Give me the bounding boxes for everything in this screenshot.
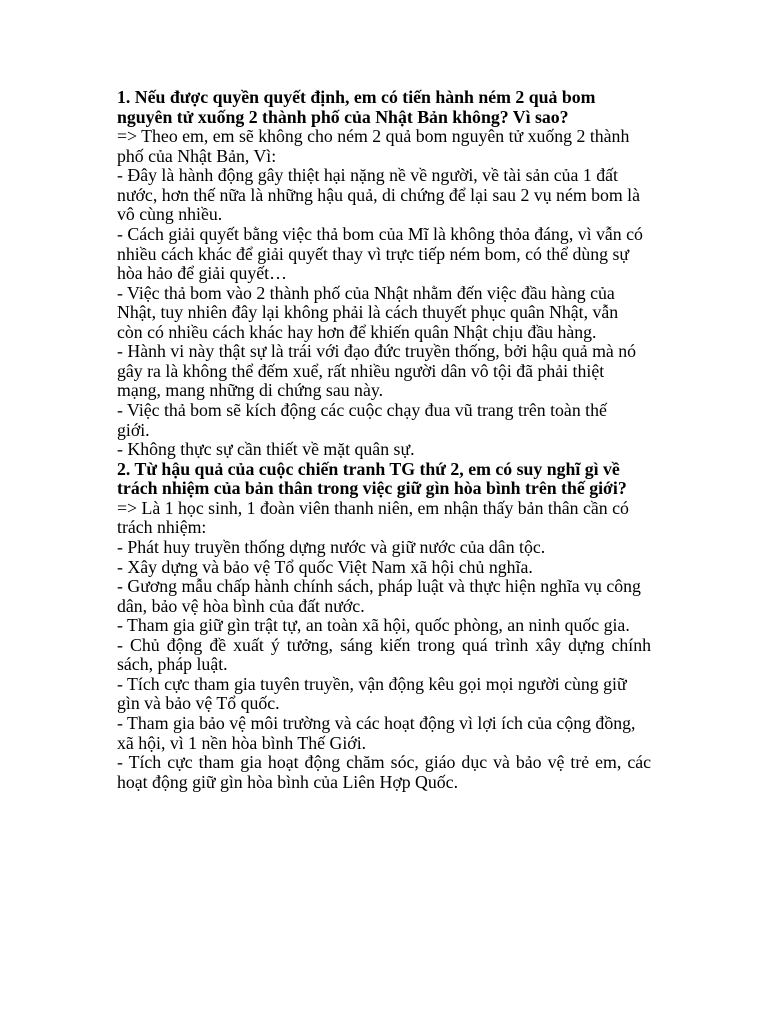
answer-intro-line: => Theo em, em sẽ không cho ném 2 quả bom nguyên tử xuống 2 thành xyxy=(117,126,630,147)
answer-point-line: - Tích cực tham gia hoạt động chăm sóc, giáo dục và bảo vệ trẻ em, các xyxy=(117,752,651,773)
answer-point xyxy=(117,675,651,714)
answer-point xyxy=(117,440,651,460)
answer-intro xyxy=(117,499,651,538)
answer-point-line: - Phát huy truyền thống dựng nước và giữ nước của dân tộc. xyxy=(117,536,546,557)
answer-point-line: - Chủ động đề xuất ý tưởng, sáng kiến trong quá trình xây dựng chính xyxy=(117,634,651,655)
answer-point xyxy=(117,616,651,636)
answer-intro-line: => Là 1 học sinh, 1 đoàn viên thanh niên, em nhận thấy bản thân cần có xyxy=(117,497,629,518)
answer-point-line: xã hội, vì 1 nền hòa bình Thế Giới. xyxy=(117,732,367,753)
answer-point-line: - Việc thả bom sẽ kích động các cuộc chạy đua vũ trang trên toàn thế xyxy=(117,400,607,420)
answer-point-line: - Hành vi này thật sự là trái với đạo đức truyền thống, bởi hậu quả mà nó xyxy=(117,341,637,362)
answer-point-line: - Cách giải quyết bằng việc thả bom của Mĩ là không thỏa đáng, vì vẫn có xyxy=(117,223,643,244)
answer-point xyxy=(117,538,651,558)
answer-point xyxy=(117,753,651,792)
answer-intro-line: trách nhiệm: xyxy=(117,517,207,538)
answer-point xyxy=(117,284,651,343)
question-line: nguyên tử xuống 2 thành phố của Nhật Bản không? Vì sao? xyxy=(117,106,569,127)
answer-point xyxy=(117,558,651,578)
answer-point-line: - Không thực sự cần thiết về mặt quân sự. xyxy=(117,439,415,460)
answer-point xyxy=(117,166,651,225)
answer-point-line: gây ra là không thể đếm xuể, rất nhiều người dân vô tội đã phải thiệt xyxy=(117,360,605,381)
answer-point-line: hòa hảo để giải quyết… xyxy=(117,263,287,284)
answer-point xyxy=(117,714,651,753)
answer-point-line: mạng, mang những di chứng sau này. xyxy=(117,380,384,401)
answer-point xyxy=(117,342,651,401)
answer-intro-line: phố của Nhật Bản, Vì: xyxy=(117,145,277,166)
answer-points xyxy=(117,538,651,792)
answer-intro xyxy=(117,127,651,166)
answer-points xyxy=(117,166,651,459)
answer-point-line: - Tham gia bảo vệ môi trường và các hoạt động vì lợi ích của cộng đồng, xyxy=(117,713,636,733)
answer-point-line: nước, hơn thế nữa là những hậu quả, di chứng để lại sau 2 vụ ném bom là xyxy=(117,184,641,205)
answer-point-line: - Tham gia giữ gìn trật tự, an toàn xã hội, quốc phòng, an ninh quốc gia. xyxy=(117,615,630,636)
document-body xyxy=(117,88,651,792)
answer-point-line: Nhật, tuy nhiên đây lại không phải là cách thuyết phục quân Nhật, vẫn xyxy=(117,302,619,323)
answer-point-line: - Đây là hành động gây thiệt hại nặng nề về người, về tài sản của 1 đất xyxy=(117,165,618,186)
question-heading xyxy=(117,88,651,127)
question-line: trách nhiệm của bản thân trong việc giữ gìn hòa bình trên thế giới? xyxy=(117,478,627,499)
answer-point-line: - Việc thả bom vào 2 thành phố của Nhật nhằm đến việc đầu hàng của xyxy=(117,282,615,303)
answer-point xyxy=(117,401,651,440)
answer-point-line: còn có nhiều cách khác hay hơn để khiến quân Nhật chịu đầu hàng. xyxy=(117,321,597,342)
question-section-1 xyxy=(117,88,651,460)
answer-point-line: gìn và bảo vệ Tổ quốc. xyxy=(117,693,280,714)
answer-point-line: vô cùng nhiều. xyxy=(117,204,223,225)
answer-point-line: dân, bảo vệ hòa bình của đất nước. xyxy=(117,595,365,616)
answer-point-line: - Tích cực tham gia tuyên truyền, vận động kêu gọi mọi người cùng giữ xyxy=(117,673,627,694)
answer-point xyxy=(117,225,651,284)
answer-point xyxy=(117,636,651,675)
answer-point-line: - Gương mẫu chấp hành chính sách, pháp luật và thực hiện nghĩa vụ công xyxy=(117,576,641,597)
question-section-2 xyxy=(117,460,651,793)
question-heading xyxy=(117,460,651,499)
answer-point-line: - Xây dựng và bảo vệ Tổ quốc Việt Nam xã hội chủ nghĩa. xyxy=(117,556,533,577)
answer-point-line: giới. xyxy=(117,419,150,440)
question-line: 1. Nếu được quyền quyết định, em có tiến hành ném 2 quả bom xyxy=(117,87,596,107)
question-line: 2. Từ hậu quả của cuộc chiến tranh TG thứ 2, em có suy nghĩ gì về xyxy=(117,458,620,479)
answer-point xyxy=(117,577,651,616)
answer-point-line: sách, pháp luật. xyxy=(117,654,228,675)
answer-point-line: hoạt động giữ gìn hòa bình của Liên Hợp Quốc. xyxy=(117,771,459,792)
answer-point-line: nhiều cách khác để giải quyết thay vì trực tiếp ném bom, có thể dùng sự xyxy=(117,243,630,264)
